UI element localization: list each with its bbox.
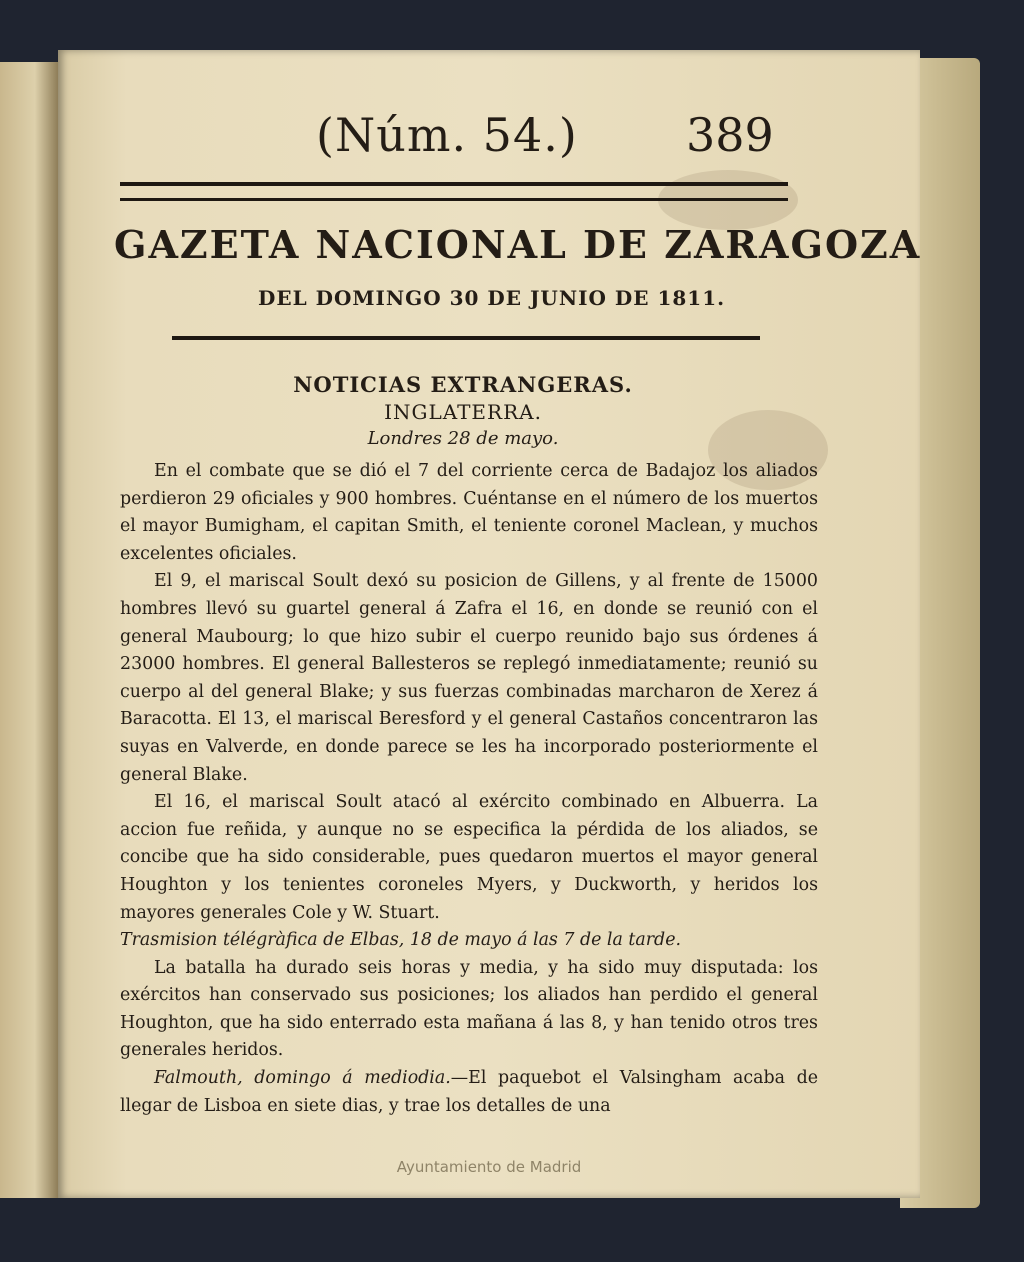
subsection-title: INGLATERRA. [384,400,542,424]
page-number: 389 [686,108,774,162]
single-rule [172,336,760,340]
dateline: Londres 28 de mayo. [367,428,559,449]
page-header [58,108,920,188]
paragraph: En el combate que se dió el 7 del corriente cerca de Badajoz los aliados perdieron 29 oficiales y 900 hombres. Cuéntanse en el número de los muertos el mayor Bumigham, el capitan Smith, el teniente coronel Maclean, y muchos excelentes oficiales. [120,461,818,564]
paragraph: El 16, el mariscal Soult atacó al exército combinado en Albuerra. La accion fue reñida, y aunque no se especifica la pérdida de los aliados, se concibe que ha sido considerable, pues quedaron muertos el mayor general Houghton y los tenientes coroneles Myers, y Duckworth, y heridos los mayores generales Cole y W. Stuart. [120,792,818,923]
paragraph-lead: Falmouth, domingo á mediodia. [154,1068,451,1089]
double-rule [120,182,788,201]
paragraph [120,1065,818,1120]
paragraph: La batalla ha durado seis horas y media, y ha sido muy disputada: los exércitos han conservado sus posiciones; los aliados han perdido el general Houghton, que ha sido enterrado esta mañana á las 8, y han tenido otros tres generales heridos. [120,957,818,1061]
paragraph: El 9, el mariscal Soult dexó su posicion de Gillens, y al frente de 15000 hombres llevó su guartel general á Zafra el 16, en donde se reunió con el general Maubourg; lo que hizo subir el cuerpo reunido bajo sus órdenes á 23000 hombres. El general Ballesteros se replegó inmediatamente; reunió su cuerpo al del general Blake; y sus fuerzas combinadas marcharon de Xerez á Baracotta. El 13, el mariscal Beresford y el general Castaños concentraron las suyas en Valverde, en donde parece se les ha incorporado posteriormente el general Blake. [120,571,818,785]
section-title: NOTICIAS EXTRANGERAS. [293,372,633,397]
masthead-title: GAZETA NACIONAL DE ZARAGOZA [114,222,922,267]
facing-page-edge [0,62,58,1198]
watermark: Ayuntamiento de Madrid [396,1158,582,1176]
issue-number: (Núm. 54.) [316,108,578,162]
telegraph-heading: Trasmision télégràfica de Elbas, 18 de mayo á las 7 de la tarde. [120,930,682,951]
masthead-date: DEL DOMINGO 30 DE JUNIO DE 1811. [258,286,726,310]
gazette-page [58,50,920,1198]
paragraph-rest: —El paquebot el Valsingham acaba de llegar de Lisboa en siete dias, y trae los detalles de una [120,1068,818,1116]
article-body [120,458,818,1120]
